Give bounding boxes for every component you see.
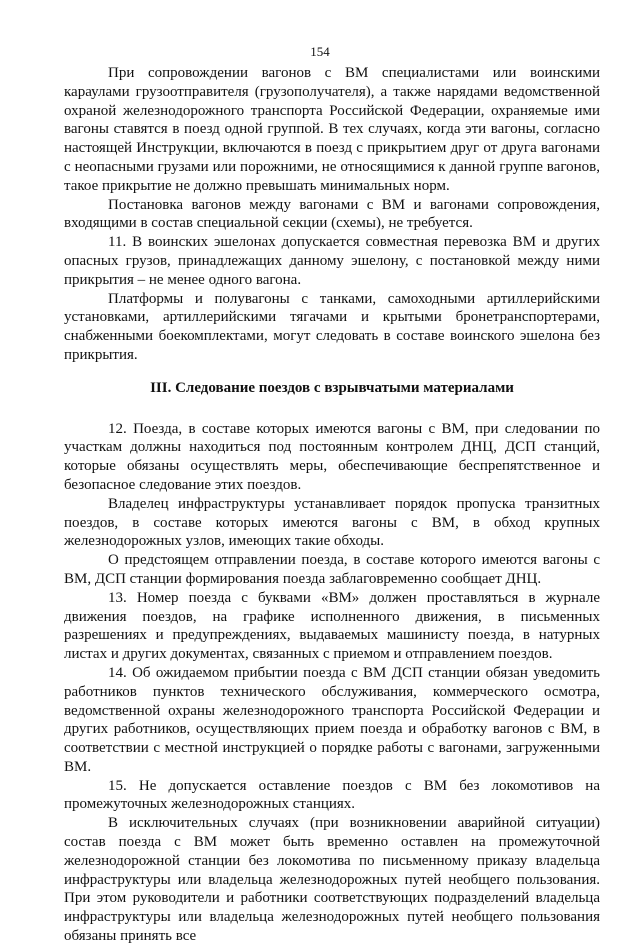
paragraph-14: 14. Об ожидаемом прибытии поезда с ВМ ДСП станции обязан уведомить работников пунктов технического обслуживания, коммерческого осмотра, ведомственной охраны железнодорожного транспорта Российской Федерации и других работников, осуществляющих прием поезда и обработку вагонов с ВМ, в соответствии с местной инструкцией о порядке работы с вагонами, загруженными ВМ. [64, 664, 600, 775]
paragraph-15: 15. Не допускается оставление поездов с ВМ без локомотивов на промежуточных железнодорожных станциях. [64, 777, 600, 813]
paragraph-12: 12. Поезда, в составе которых имеются вагоны с ВМ, при следовании по участкам должны находиться под постоянным контролем ДНЦ, ДСП станций, которые обязаны осуществлять меры, обеспечивающие беспрепятственное и безопасное следование этих поездов. [64, 420, 600, 493]
document-body [64, 64, 600, 946]
paragraph-infrastructure-owner: Владелец инфраструктуры устанавливает порядок пропуска транзитных поездов, в составе которых имеются вагоны с ВМ, в обход крупных железнодорожных узлов, имеющих такие обходы. [64, 495, 600, 550]
paragraph-exceptional-cases: В исключительных случаях (при возникновении аварийной ситуации) состав поезда с ВМ может быть временно оставлен на промежуточной железнодорожной станции без локомотива по письменному приказу владельца инфраструктуры или владельца железнодорожных путей необщего пользования. При этом руководители и работники соответствующих подразделений владельца инфраструктуры или владельца железнодорожных путей необщего пользования обязаны принять все [64, 815, 600, 945]
section-heading: III. Следование поездов с взрывчатыми материалами [150, 379, 514, 396]
paragraph-platforms: Платформы и полувагоны с танками, самоходными артиллерийскими установками, артиллерийскими тягачами и крытыми бронетранспортерами, снабженными боекомплектами, могут следовать в составе воинского эшелона без прикрытия. [64, 290, 600, 363]
paragraph-escort-placement: Постановка вагонов между вагонами с ВМ и вагонами сопровождения, входящими в состав специальной секции (схемы), не требуется. [64, 196, 600, 232]
paragraph-11: 11. В воинских эшелонах допускается совместная перевозка ВМ и других опасных грузов, принадлежащих данному эшелону, с постановкой между ними прикрытия – не менее одного вагона. [64, 234, 600, 288]
page-number: 154 [310, 44, 330, 59]
paragraph-13: 13. Номер поезда с буквами «ВМ» должен проставляться в журнале движения поездов, на графике исполненного движения, в письменных разрешениях и предупреждениях, выдаваемых машинисту поезда, в натурных листах и других документах, связанных с приемом и отправлением поездов. [64, 589, 600, 663]
paragraph-departure-notice: О предстоящем отправлении поезда, в составе которого имеются вагоны с ВМ, ДСП станции формирования поезда заблаговременно сообщает ДНЦ. [64, 552, 600, 587]
paragraph-escort: При сопровождении вагонов с ВМ специалистами или воинскими караулами грузоотправителя (грузополучателя), а также нарядами ведомственной охраной железнодорожного транспорта Российской Федерации, охраняемые ими вагоны ставятся в поезд одной группой. В тех случаях, когда эти вагоны, согласно настоящей Инструкции, включаются в поезд с прикрытием друг от друга вагонами с неопасными грузами или порожними, не относящимися к данной группе вагонов, такое прикрытие не должно превышать минимальных норм. [64, 65, 600, 194]
